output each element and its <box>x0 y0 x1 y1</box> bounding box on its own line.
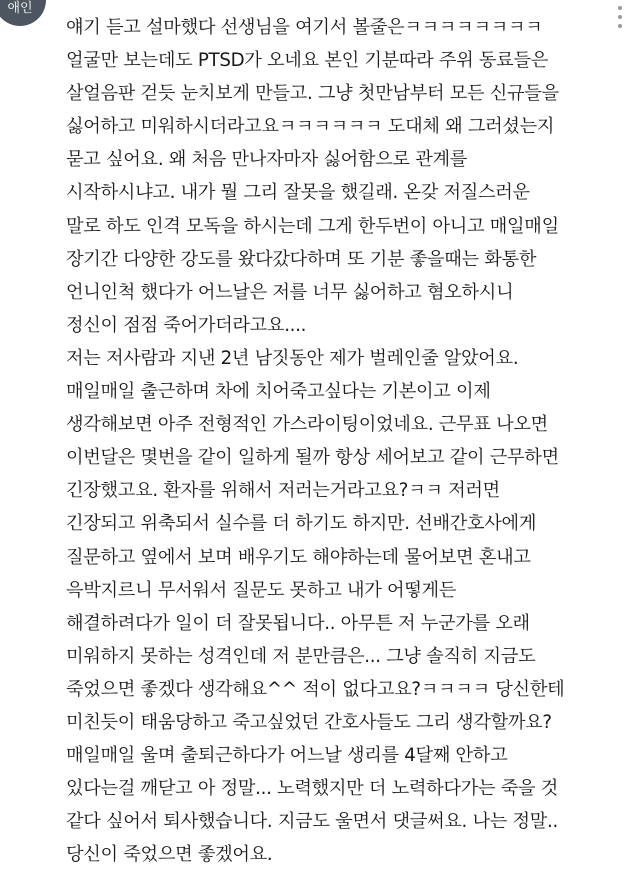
comment-line: 이번달은 몇번을 같이 일하게 될까 항상 세어보고 같이 근무하면 <box>66 447 559 469</box>
comment-line: 긴장되고 위축되서 실수를 더 하기도 하지만. 선배간호사에게 <box>66 513 537 535</box>
comment-line: 있다는걸 깨닫고 아 정말... 노력했지만 더 노력하다가는 죽을 것 <box>66 778 559 800</box>
comment-line: 시작하시냐고. 내가 뭘 그리 잘못을 했길래. 온갖 저질스러운 <box>66 182 530 204</box>
more-dot <box>618 6 622 10</box>
comment-line: 싫어하고 미워하시더라고요ㅋㅋㅋㅋㅋㅋ 도대체 왜 그러셨는지 <box>66 116 555 138</box>
comment-line: 장기간 다양한 강도를 왔다갔다하며 또 기분 좋을때는 화통한 <box>66 248 537 270</box>
comment-line: 정신이 점점 죽어가더라고요.... <box>66 314 307 336</box>
comment-line: 살얼음판 걷듯 눈치보게 만들고. 그냥 첫만남부터 모든 신규들을 <box>66 83 559 105</box>
comment-line: 매일매일 출근하며 차에 치어죽고싶다는 기본이고 이제 <box>66 381 491 403</box>
comment-line: 묻고 싶어요. 왜 처음 만나자마자 싫어함으로 관계를 <box>66 149 468 171</box>
comment-line: 윽박지르니 무서워서 질문도 못하고 내가 어떻게든 <box>66 579 457 601</box>
avatar-label: 애인 <box>7 1 33 16</box>
comment-line: 죽었으면 좋겠다 생각해요^^ 적이 없다고요?ㅋㅋㅋㅋ 당신한테 <box>66 678 565 700</box>
comment-line: 미워하지 못하는 성격인데 저 분만큼은... 그냥 솔직히 지금도 <box>66 645 536 667</box>
comment-line: 저는 저사람과 지낸 2년 남짓동안 제가 벌레인줄 알았어요. <box>66 347 519 369</box>
comment-text <box>66 11 626 871</box>
comment-line: 언니인척 했다가 어느날은 저를 너무 싫어하고 혐오하시니 <box>66 281 514 303</box>
comment-line: 미친듯이 태움당하고 죽고싶었던 간호사들도 그리 생각할까요? <box>66 711 552 733</box>
comment-line: 질문하고 옆에서 보며 배우기도 해야하는데 물어보면 혼내고 <box>66 546 531 568</box>
comment-line: 해결하려다가 일이 더 잘못됩니다.. 아무튼 저 누군가를 오래 <box>66 612 530 634</box>
comment-line: 얼굴만 보는데도 PTSD가 오네요 본인 기분따라 주위 동료들은 <box>66 50 548 72</box>
comment-line: 얘기 듣고 설마했다 선생님을 여기서 볼줄은ㅋㅋㅋㅋㅋㅋㅋㅋ <box>66 17 543 38</box>
comment-line: 매일매일 울며 출퇴근하다가 어느날 생리를 4달째 안하고 <box>66 745 508 767</box>
comment-line: 말로 하도 인격 모독을 하시는데 그게 한두번이 아니고 매일매일 <box>66 215 559 237</box>
comment-line: 같다 싶어서 퇴사했습니다. 지금도 울면서 댓글써요. 나는 정말.. <box>66 811 559 833</box>
avatar[interactable] <box>0 0 46 26</box>
comment-line: 생각해보면 아주 전형적인 가스라이팅이었네요. 근무표 나오면 <box>66 414 548 436</box>
comment-line: 긴장했고요. 환자를 위해서 저러는거라고요?ㅋㅋ 저러면 <box>66 480 500 502</box>
comment-line: 당신이 죽었으면 좋겠어요. <box>66 844 273 866</box>
